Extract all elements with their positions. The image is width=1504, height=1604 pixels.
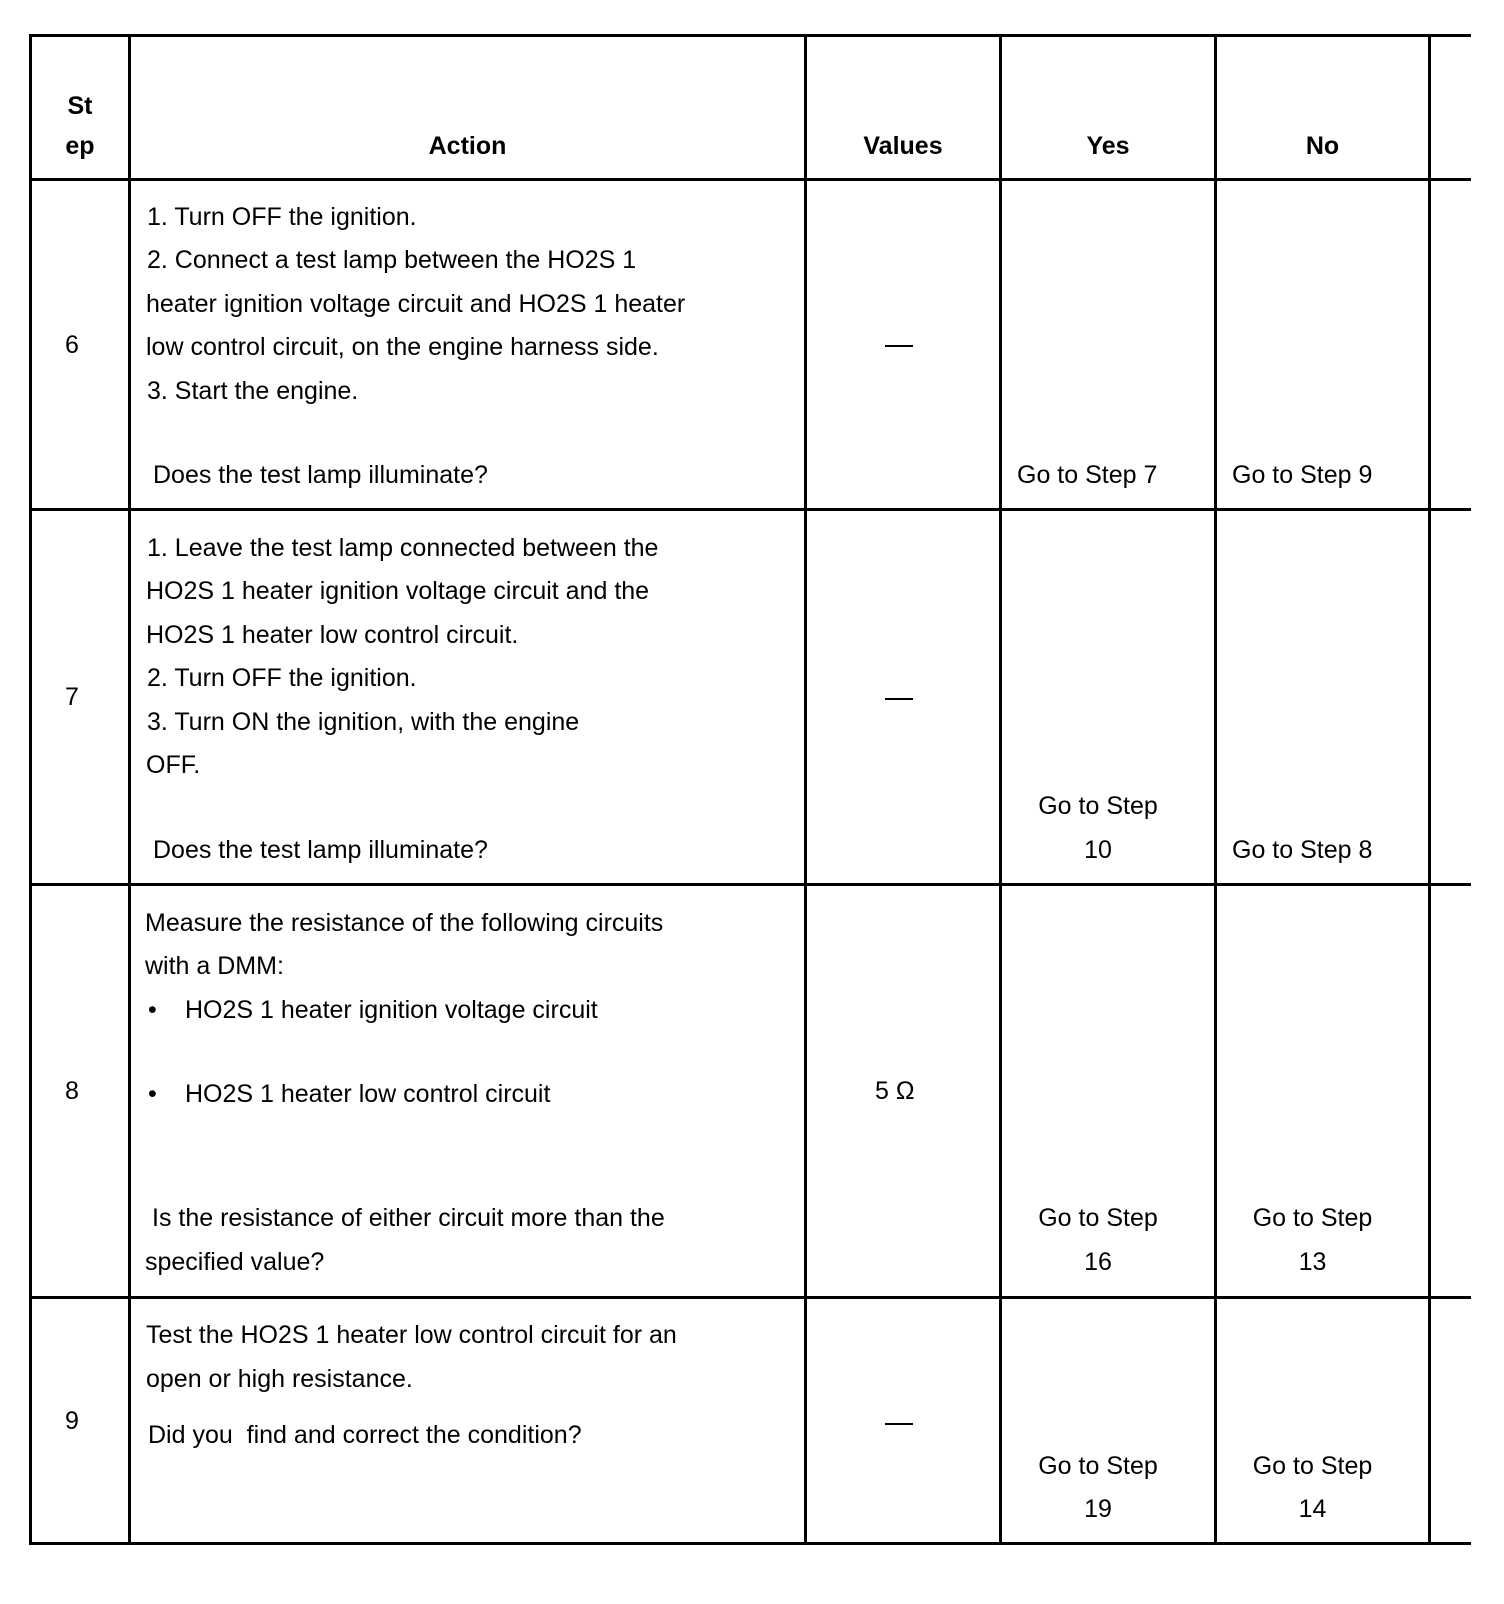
step-number: 9 [65,1407,79,1435]
yes-goto: Go to Step [1038,1452,1158,1480]
diagnostic-table [29,34,1471,1584]
header-step-line2: ep [65,132,95,160]
rule-col3 [999,34,1002,1545]
yes-goto: Go to Step [1038,1204,1158,1232]
action-line: Measure the resistance of the following circuits [145,909,664,937]
action-line: HO2S 1 heater ignition voltage circuit and the [146,577,650,605]
step-number: 6 [65,331,79,359]
rule-row8 [29,1296,1471,1299]
step-number: 7 [65,683,79,711]
no-goto: Go to Step [1252,1204,1373,1232]
rule-col1 [128,34,131,1545]
yes-goto: Go to Step 7 [1017,461,1158,489]
action-line: 1. Turn OFF the ignition. [147,203,417,231]
yes-goto-step: 19 [1084,1495,1112,1523]
rule-left [29,34,32,1545]
action-line: Test the HO2S 1 heater low control circuit for an [146,1321,677,1349]
header-step [32,86,128,166]
no-goto-step: 14 [1298,1495,1327,1523]
action-line: 3. Turn ON the ignition, with the engine [147,708,580,736]
action-question: Does the test lamp illuminate? [153,836,488,864]
bullet: • [148,996,157,1024]
action-line: heater ignition voltage circuit and HO2S 1 heater [146,290,686,318]
action-bullet-item: HO2S 1 heater low control circuit [185,1080,551,1108]
yes-goto-step: 10 [1084,836,1112,864]
action-line: OFF. [146,751,201,779]
action-line: 1. Leave the test lamp connected between the [147,534,659,562]
action-question: Did you find and correct the condition? [148,1421,582,1449]
yes-goto: Go to Step [1038,792,1158,820]
value-dash [885,345,913,347]
bullet: • [148,1080,157,1108]
no-goto-step: 13 [1298,1248,1327,1276]
action-question: specified value? [145,1248,325,1276]
action-question: Does the test lamp illuminate? [153,461,488,489]
header-action: Action [428,132,507,160]
action-line: open or high resistance. [146,1365,413,1393]
action-line: low control circuit, on the engine harness side. [146,333,659,361]
action-bullet-item: HO2S 1 heater ignition voltage circuit [185,996,598,1024]
action-question: Is the resistance of either circuit more than the [152,1204,665,1232]
step-number: 8 [65,1077,79,1105]
header-no: No [1305,132,1340,160]
rule-header [29,178,1471,181]
header-step-line1: St [67,92,93,120]
rule-col2 [804,34,807,1545]
no-goto: Go to Step 9 [1232,461,1373,489]
rule-row6 [29,508,1471,511]
action-line: 2. Turn OFF the ignition. [147,664,417,692]
value-text: 5 Ω [875,1077,915,1105]
no-goto: Go to Step [1252,1452,1373,1480]
action-line: 2. Connect a test lamp between the HO2S 1 [147,246,637,274]
header-yes: Yes [1086,132,1130,160]
value-dash [885,1423,913,1425]
rule-row7 [29,883,1471,886]
action-line: HO2S 1 heater low control circuit. [146,621,519,649]
rule-top [29,34,1471,37]
no-goto: Go to Step 8 [1232,836,1373,864]
rule-bottom [29,1542,1471,1545]
yes-goto-step: 16 [1084,1248,1112,1276]
rule-right [1428,34,1431,1545]
action-line: 3. Start the engine. [147,377,359,405]
value-dash [885,698,913,700]
rule-col4 [1214,34,1217,1545]
header-values: Values [863,132,943,160]
action-line: with a DMM: [145,952,284,980]
